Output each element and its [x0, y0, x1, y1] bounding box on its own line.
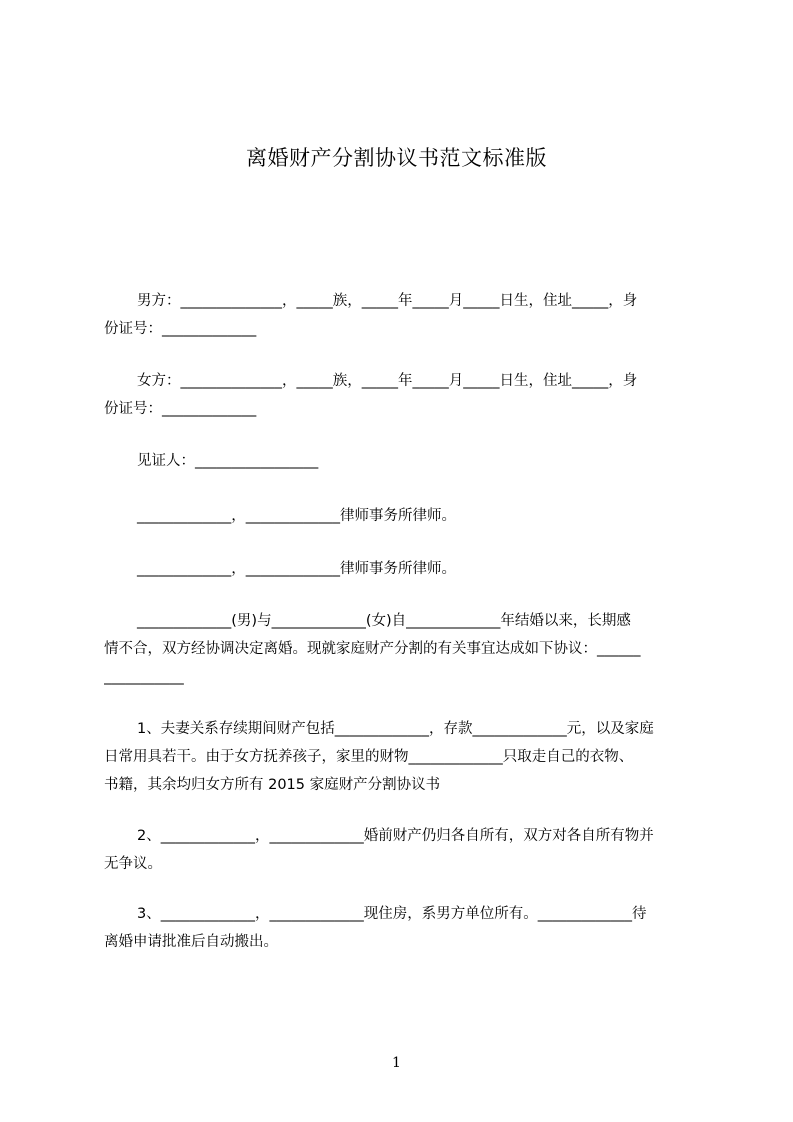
- paragraph-line: _____________，_____________律师事务所律师。: [137, 561, 456, 577]
- paragraph-line: 无争议。: [104, 856, 162, 872]
- paragraph-line: _____________，_____________律师事务所律师。: [137, 508, 456, 524]
- paragraph-line: 3、_____________，_____________现住房，系男方单位所有。_____________待: [137, 906, 647, 922]
- page-title: 离婚财产分割协议书范文标准版: [246, 146, 547, 170]
- paragraph-line: 离婚申请批准后自动搬出。: [104, 934, 278, 950]
- paragraph-lawyer-2: [104, 555, 704, 583]
- paragraph-husband: [104, 287, 704, 343]
- paragraph-line: 女方：______________，_____族，_____年_____月_____日生，住址_____，身: [137, 373, 638, 389]
- paragraph-line: 见证人：_________________: [137, 453, 319, 469]
- paragraph-wife: [104, 367, 704, 423]
- paragraph-line: 份证号：_____________: [104, 321, 257, 337]
- paragraph-clause-3: [104, 900, 704, 956]
- paragraph-line: 情不合，双方经协调决定离婚。现就家庭财产分割的有关事宜达成如下协议：______: [104, 641, 641, 657]
- paragraph-clause-1: [104, 715, 704, 799]
- paragraph-line: 书籍，其余均归女方所有 2015 家庭财产分割协议书: [104, 777, 441, 793]
- paragraph-lawyer-1: [104, 502, 704, 530]
- paragraph-line: 1、夫妻关系存续期间财产包括_____________，存款_____________元，以及家庭: [137, 721, 654, 737]
- paragraph-line: 日常用具若干。由于女方抚养孩子，家里的财物_____________只取走自己的衣物、: [104, 749, 634, 765]
- paragraph-line: 2、_____________，_____________婚前财产仍归各自所有，双方对各自所有物并: [137, 828, 654, 844]
- page-number: 1: [392, 1055, 401, 1071]
- paragraph-line: 份证号：_____________: [104, 401, 257, 417]
- paragraph-line: ___________: [104, 669, 184, 685]
- paragraph-clause-2: [104, 822, 704, 878]
- paragraph-line: _____________(男)与_____________(女)自_____________年结婚以来，长期感: [137, 613, 631, 629]
- paragraph-intro: [104, 607, 704, 691]
- paragraph-line: 男方：______________，_____族，_____年_____月_____日生，住址_____，身: [137, 293, 638, 309]
- paragraph-witness: [104, 447, 704, 475]
